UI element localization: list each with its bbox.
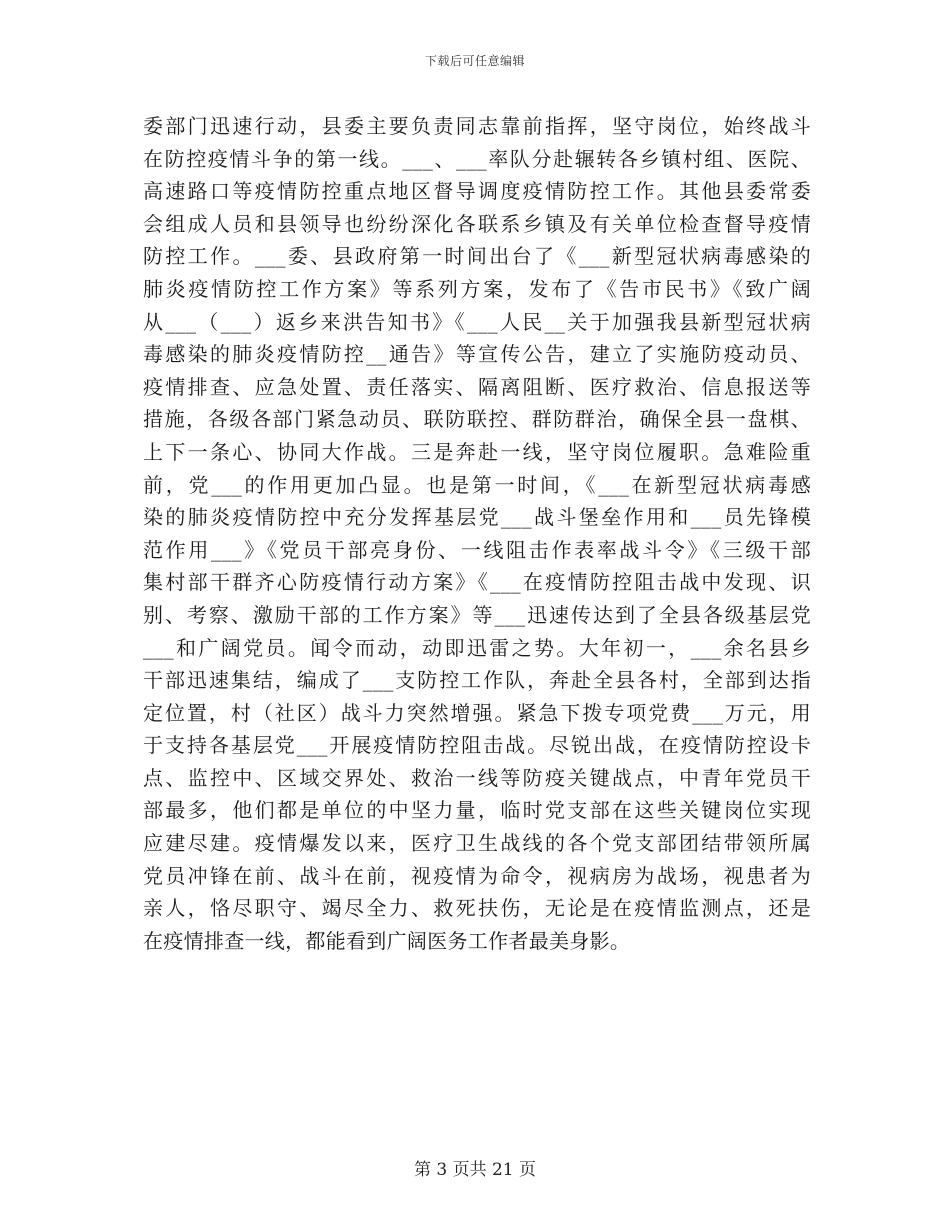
body-line: 措施，各级各部门紧急动员、联防联控、群防群治，确保全县一盘棋、 <box>143 407 811 432</box>
body-line: 防控工作。___委、县政府第一时间出台了《___新型冠状病毒感染的 <box>143 244 811 269</box>
body-line: 高速路口等疫情防控重点地区督导调度疫情防控工作。其他县委常委 <box>143 179 811 204</box>
body-line: 集村部干群齐心防疫情行动方案》《___在疫情防控阻击战中发现、识 <box>143 570 811 595</box>
body-line: 范作用___》《党员干部亮身份、一线阻击作表率战斗令》《三级干部 <box>143 537 811 562</box>
body-line: 定位置，村（社区）战斗力突然增强。紧急下拨专项党费___万元，用 <box>143 700 811 725</box>
body-line: 会组成人员和县领导也纷纷深化各联系乡镇及有关单位检查督导疫情 <box>143 211 811 236</box>
body-line: 从___（___）返乡来洪告知书》《___人民__关于加强我县新型冠状病 <box>143 309 811 334</box>
body-line: 染的肺炎疫情防控中充分发挥基层党___战斗堡垒作用和___员先锋模 <box>143 505 811 530</box>
body-line: 点、监控中、区域交界处、救治一线等防疫关键战点，中青年党员干 <box>143 765 811 790</box>
document-body <box>143 110 811 957</box>
body-line: 亲人，恪尽职守、竭尽全力、救死扶伤，无论是在疫情监测点，还是 <box>143 896 811 921</box>
page-header: 下载后可任意编辑 <box>424 54 525 68</box>
body-line: 干部迅速集结，编成了___支防控工作队，奔赴全县各村，全部到达指 <box>143 668 811 693</box>
body-line: 上下一条心、协同大作战。三是奔赴一线，坚守岗位履职。急难险重 <box>143 439 811 464</box>
body-line: 委部门迅速行动，县委主要负责同志靠前指挥，坚守岗位，始终战斗 <box>143 114 811 138</box>
body-line: 肺炎疫情防控工作方案》等系列方案，发布了《告市民书》《致广阔 <box>143 276 811 301</box>
body-line: 别、考察、激励干部的工作方案》等___迅速传达到了全县各级基层党 <box>143 602 811 627</box>
body-line: 党员冲锋在前、战斗在前，视疫情为命令，视病房为战场，视患者为 <box>143 863 811 888</box>
body-line: 在防控疫情斗争的第一线。___、___率队分赴辗转各乡镇村组、医院、 <box>143 146 811 171</box>
body-line: 前，党___的作用更加凸显。也是第一时间，《___在新型冠状病毒感 <box>143 472 811 497</box>
body-line: 毒感染的肺炎疫情防控__通告》等宣传公告，建立了实施防疫动员、 <box>143 342 811 367</box>
body-line: 部最多，他们都是单位的中坚力量，临时党支部在这些关键岗位实现 <box>143 798 811 823</box>
body-line: 于支持各基层党___开展疫情防控阻击战。尽锐出战，在疫情防控设卡 <box>143 733 811 758</box>
body-line: 在疫情排查一线，都能看到广阔医务工作者最美身影。 <box>143 928 631 953</box>
body-line: 应建尽建。疫情爆发以来，医疗卫生战线的各个党支部团结带领所属 <box>143 831 811 856</box>
body-line: ___和广阔党员。闻令而动，动即迅雷之势。大年初一，___余名县乡 <box>143 635 811 660</box>
body-line: 疫情排查、应急处置、责任落实、隔离阻断、医疗救治、信息报送等 <box>143 374 811 399</box>
page-number: 第 3 页共 21 页 <box>413 1160 537 1180</box>
